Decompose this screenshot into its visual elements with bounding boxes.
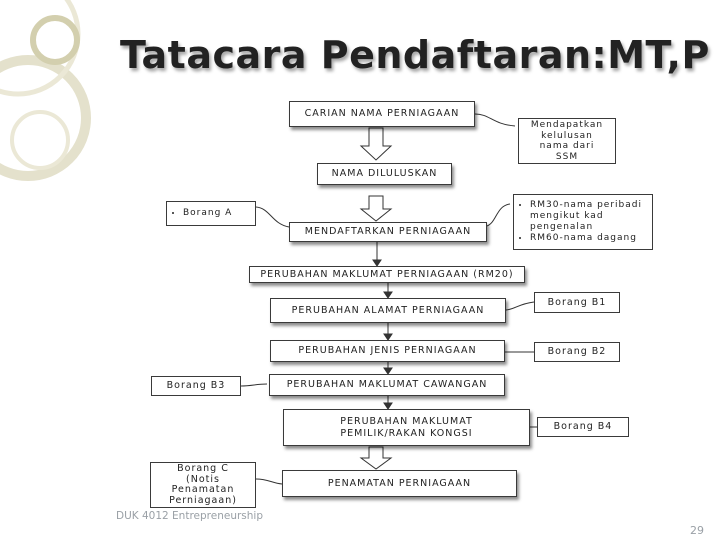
slide-title: Tatacara Pendaftaran:MT,P (120, 33, 710, 77)
note-borang-b3 (151, 376, 241, 396)
block-arrow (361, 128, 391, 160)
note-line: Penamatan (171, 484, 235, 495)
step-perubahan-maklumat (249, 266, 525, 283)
page-number: 29 (690, 524, 704, 537)
step-perubahan-alamat (270, 298, 506, 323)
note-ssm (518, 118, 616, 164)
note-label: Borang B4 (553, 421, 613, 432)
note-line: (Notis (186, 473, 220, 485)
step-label: CARIAN NAMA PERNIAGAAN (304, 108, 460, 119)
block-arrow (361, 196, 391, 221)
note-line: Perniagaan) (169, 494, 237, 506)
callout-line (241, 384, 267, 386)
step-perubahan-cawangan (269, 374, 505, 396)
note-borang-a (166, 201, 256, 226)
step-label-line1: PERUBAHAN MAKLUMAT (340, 415, 473, 427)
footer-course: DUK 4012 Entrepreneurship (116, 510, 264, 522)
step-perubahan-jenis (270, 340, 505, 362)
note-item: • RM60-nama dagang (530, 233, 650, 244)
step-mendaftarkan (289, 222, 487, 242)
step-nama-diluluskan (317, 163, 452, 185)
note-line: Mendapatkan (530, 120, 604, 130)
note-fees (513, 194, 653, 250)
callout-line (487, 204, 510, 226)
step-label-line2: PEMILIK/RAKAN KONGSI (340, 427, 473, 439)
step-perubahan-pemilik (283, 409, 530, 446)
step-label: PERUBAHAN MAKLUMAT PERNIAGAAN (RM20) (260, 268, 514, 280)
step-label: PENAMATAN PERNIAGAAN (327, 477, 472, 489)
step-label: PERUBAHAN ALAMAT PERNIAGAAN (291, 304, 485, 316)
callout-line (475, 114, 515, 126)
note-borang-b2 (534, 342, 620, 362)
note-label: Borang B2 (547, 346, 607, 357)
note-borang-b1 (534, 292, 620, 313)
step-carian-nama (289, 101, 475, 127)
note-line: SSM (555, 151, 579, 162)
callout-line (256, 207, 289, 227)
note-label: Borang B3 (166, 380, 226, 391)
block-arrow (361, 447, 391, 469)
step-penamatan (282, 470, 517, 497)
note-borang-b4 (537, 417, 629, 437)
step-label: PERUBAHAN JENIS PERNIAGAAN (298, 345, 477, 356)
note-line: Borang C (177, 463, 229, 474)
note-line: nama dari (539, 141, 595, 151)
note-line: kelulusan (541, 130, 593, 141)
note-item: • RM30-nama peribadi mengikut kad pengenalan (530, 200, 650, 233)
step-label: NAMA DILULUSKAN (331, 168, 438, 179)
note-item: • Borang A (183, 208, 232, 219)
callout-line (506, 302, 534, 310)
step-label: PERUBAHAN MAKLUMAT CAWANGAN (286, 379, 488, 390)
note-label: Borang B1 (547, 296, 607, 308)
step-label: MENDAFTARKAN PERNIAGAAN (304, 226, 472, 237)
callout-line (256, 479, 282, 484)
note-borang-c (150, 462, 256, 508)
